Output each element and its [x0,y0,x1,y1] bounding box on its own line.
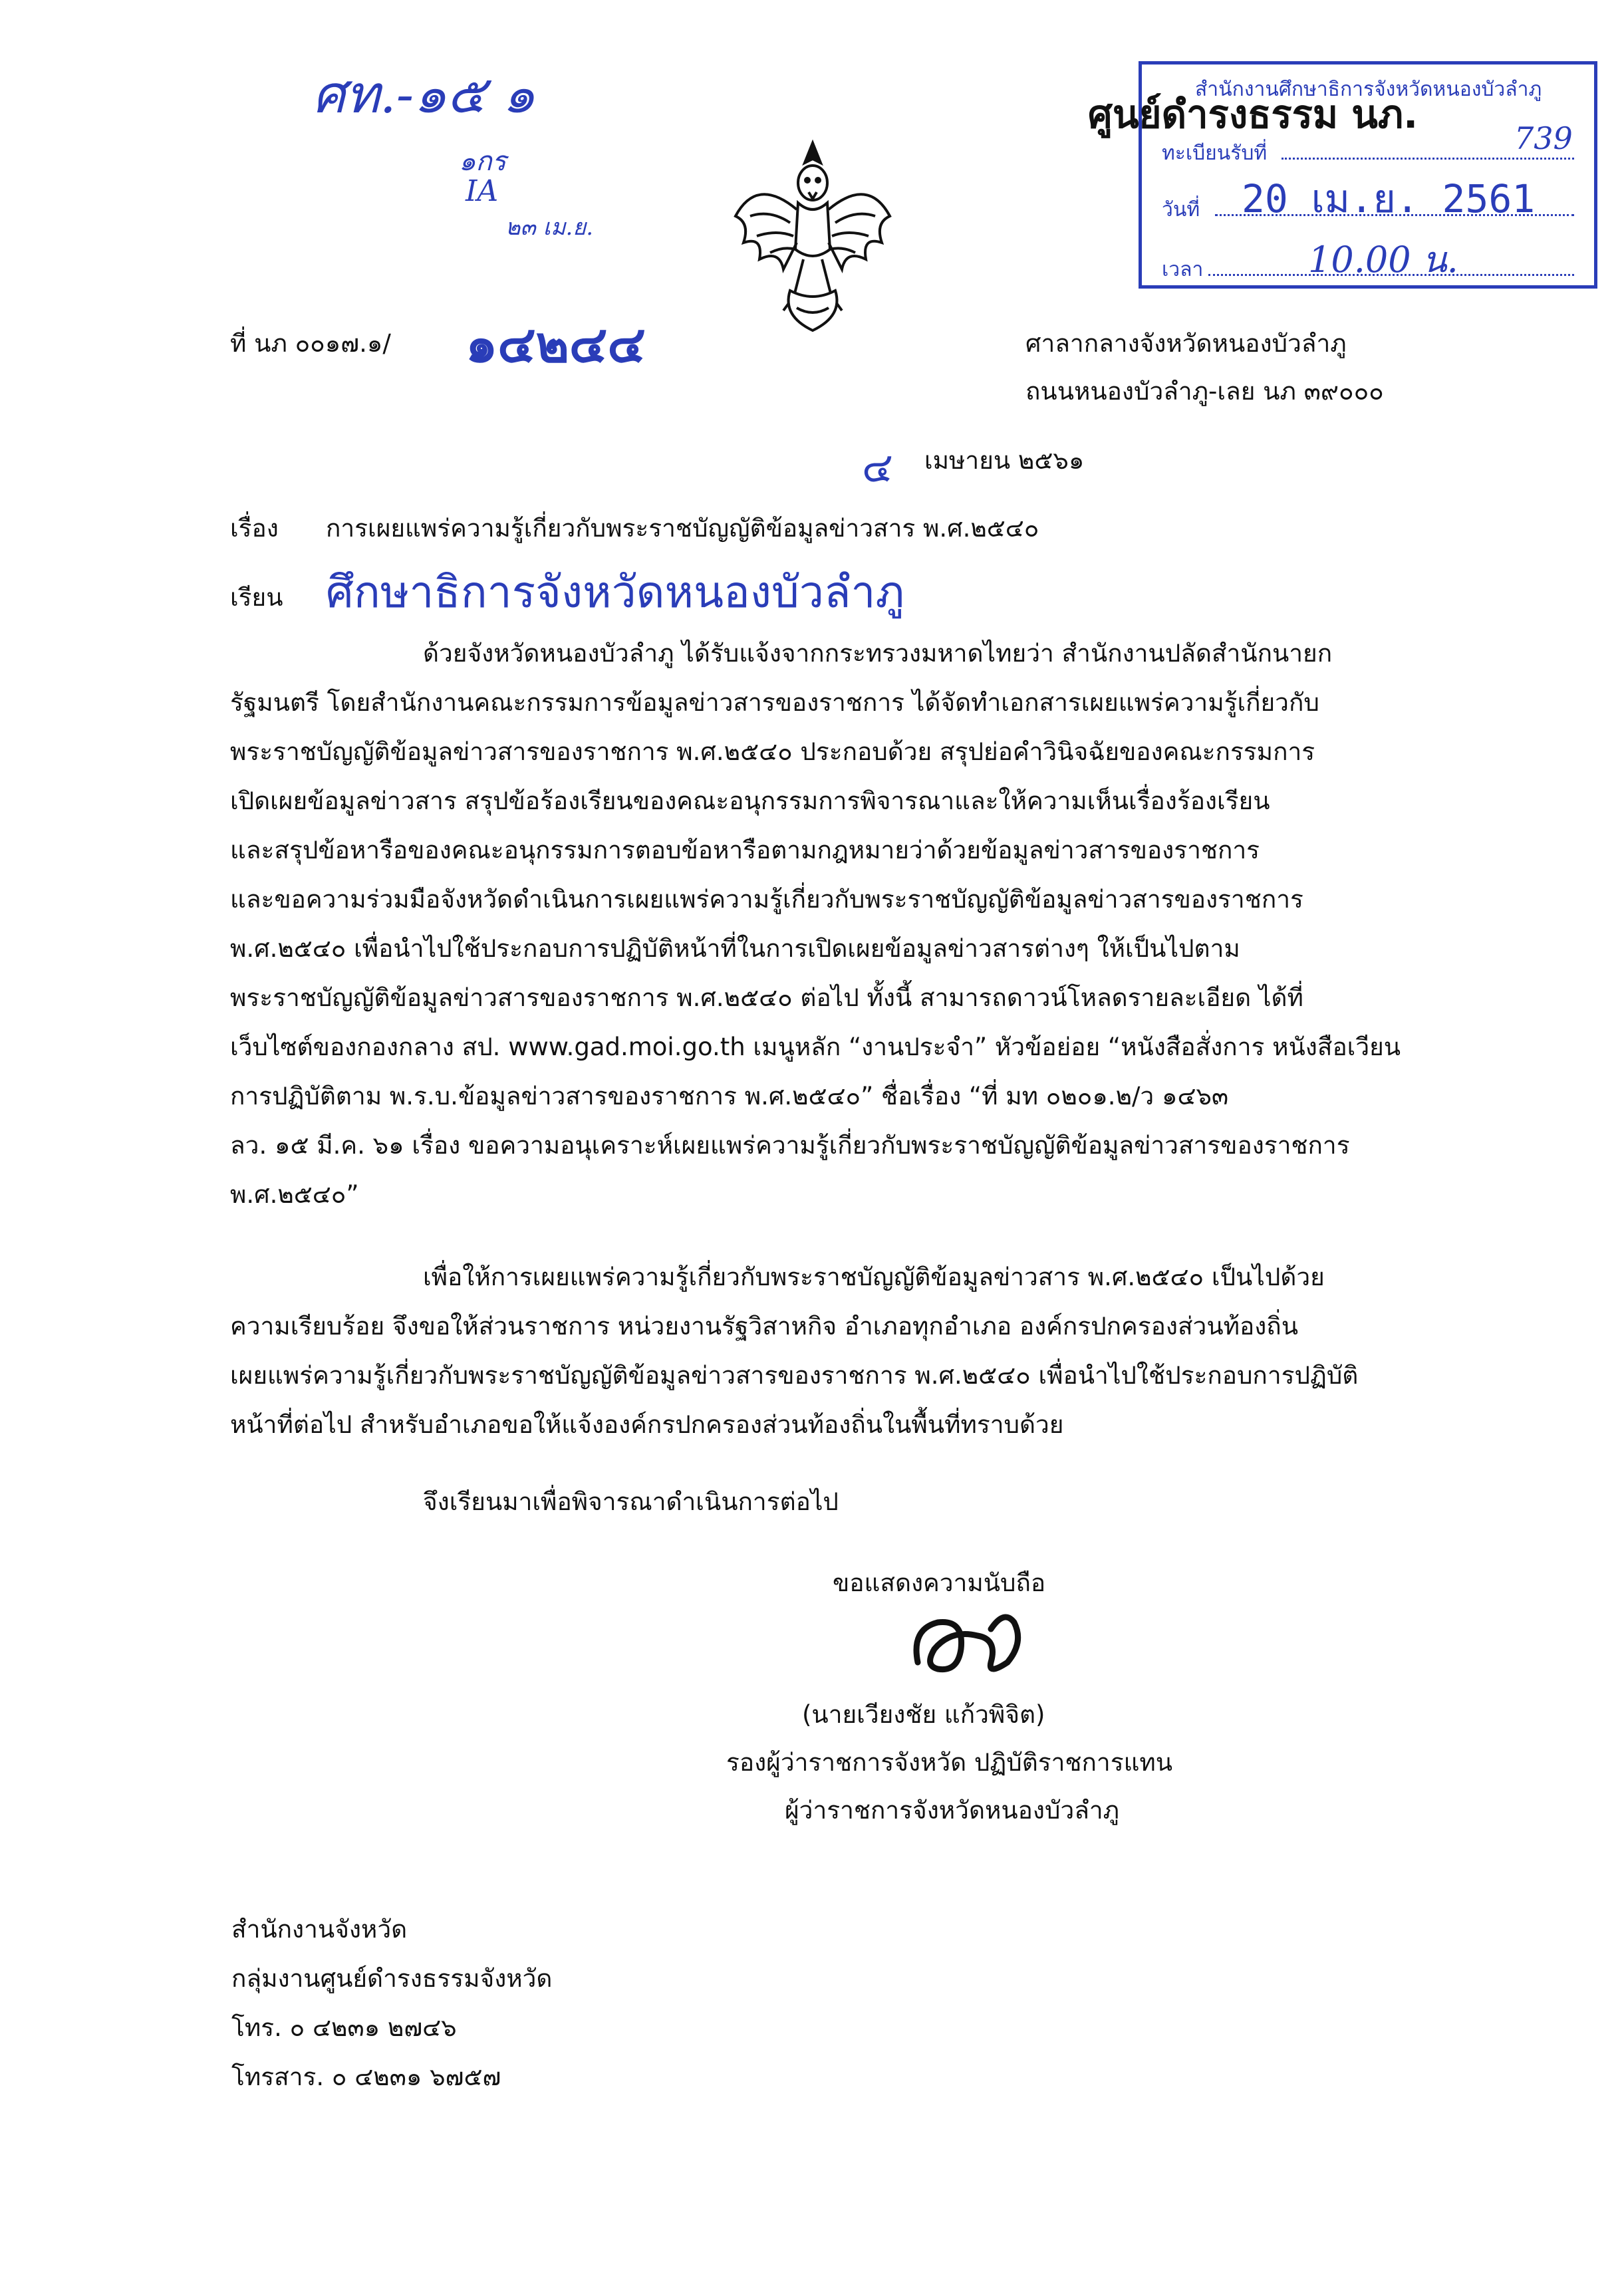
signer-name: (นายเวียงชัย แก้วพิจิต) [802,1700,1045,1729]
paragraph-1-line: เปิดเผยข้อมูลข่าวสาร สรุปข้อร้องเรียนของคณะอนุกรรมการพิจารณาและให้ความเห็นเรื่องร้องเรียน [230,787,1270,815]
handwritten-note-date: ๒๓ เม.ย. [505,214,594,241]
paragraph-2 [230,1253,1494,1450]
paragraph-1-line: เว็บไซต์ของกองกลาง สป. www.gad.moi.go.th เมนูหลัก “งานประจำ” หัวข้อย่อย “หนังสือสั่งการ หนังสือเวียน [230,1033,1401,1061]
paragraph-1-line: และสรุปข้อหารือของคณะอนุกรรมการตอบข้อหารือตามกฎหมายว่าด้วยข้อมูลข่าวสารของราชการ [230,836,1260,864]
paragraph-1-line: พระราชบัญญัติข้อมูลข่าวสารของราชการ พ.ศ.๒๕๔๐ ประกอบด้วย สรุปย่อคำวินิจฉัยของคณะกรรมการ [230,737,1315,766]
paragraph-1-line: การปฏิบัติตาม พ.ร.บ.ข้อมูลข่าวสารของราชการ พ.ศ.๒๕๔๐” ชื่อเรื่อง “ที่ มท ๐๒๐๑.๒/ว ๑๔๖๓ [230,1082,1229,1110]
handwritten-initial: IA [466,174,499,208]
closing-regards: ขอแสดงความนับถือ [833,1569,1046,1597]
paragraph-2-line: หน้าที่ต่อไป สำหรับอำเภอขอให้แจ้งองค์กรปกครองส่วนท้องถิ่นในพื้นที่ทราบด้วย [230,1410,1064,1439]
stamp-register-line [1282,158,1574,160]
handwritten-note-top: ศท.-๑๕ ๑ [313,65,535,125]
signature-icon [898,1602,1051,1689]
paragraph-1-line: รัฐมนตรี โดยสำนักงานคณะกรรมการข้อมูลข่าวสารของราชการ ได้จัดทำเอกสารเผยแพร่ความรู้เกี่ยวกับ [230,688,1319,717]
date-month-year: เมษายน ๒๕๖๑ [924,446,1085,475]
paragraph-1-line: และขอความร่วมมือจังหวัดดำเนินการเผยแพร่ความรู้เกี่ยวกับพระราชบัญญัติข้อมูลข่าวสารของราชการ [230,885,1303,914]
paragraph-1-line: ลว. ๑๕ มี.ค. ๖๑ เรื่อง ขอความอนุเคราะห์เผยแพร่ความรู้เกี่ยวกับพระราชบัญญัติข้อมูลข่าวสารของราชการ [230,1131,1350,1160]
sender-address-line1: ศาลากลางจังหวัดหนองบัวลำภู [1025,329,1347,358]
sender-address-line2: ถนนหนองบัวลำภู-เลย นภ ๓๙๐๐๐ [1025,377,1384,406]
footer-fax: โทรสาร. ๐ ๔๒๓๑ ๖๗๕๗ [231,2063,501,2091]
stamp-register-number: 739 [1514,120,1573,156]
reference-number-handwritten: ๑๔๒๔๔ [466,315,646,374]
footer-phone: โทร. ๐ ๔๒๓๑ ๒๗๔๖ [231,2013,457,2042]
stamp-date-value: 20 เม.ย. 2561 [1242,176,1536,221]
stamp-time-label: เวลา [1162,258,1204,281]
closing-request: จึงเรียนมาเพื่อพิจารณาดำเนินการต่อไป [423,1487,839,1516]
footer-division: กลุ่มงานศูนย์ดำรงธรรมจังหวัด [231,1964,553,1993]
subject-label: เรื่อง [230,514,279,543]
paragraph-2-line: เพื่อให้การเผยแพร่ความรู้เกี่ยวกับพระราชบัญญัติข้อมูลข่าวสาร พ.ศ.๒๕๔๐ เป็นไปด้วย [423,1263,1325,1291]
paragraph-1-line: พ.ศ.๒๕๔๐ เพื่อนำไปใช้ประกอบการปฏิบัติหน้าที่ในการเปิดเผยข้อมูลข่าวสารต่างๆ ให้เป็นไปตาม [230,934,1240,963]
reference-number-label: ที่ นภ ๐๐๑๗.๑/ [230,329,391,358]
handwritten-routing-note: ๑กร [459,146,507,177]
paragraph-2-line: ความเรียบร้อย จึงขอให้ส่วนราชการ หน่วยงานรัฐวิสาหกิจ อำเภอทุกอำเภอ องค์กรปกครองส่วนท้องถิ่น [230,1312,1298,1340]
paragraph-2-line: เผยแพร่ความรู้เกี่ยวกับพระราชบัญญัติข้อมูลข่าวสารของราชการ พ.ศ.๒๕๔๐ เพื่อนำไปใช้ประกอบการปฏิบัติ [230,1361,1359,1390]
signer-title-2: ผู้ว่าราชการจังหวัดหนองบัวลำภู [785,1796,1120,1825]
stamp-agency: สำนักงานศึกษาธิการจังหวัดหนองบัวลำภู [1195,78,1542,101]
paragraph-1 [230,629,1494,1219]
to-label: เรียน [230,583,283,612]
stamp-time-value: 10.00 น. [1308,239,1458,281]
paragraph-1-line: ด้วยจังหวัดหนองบัวลำภู ได้รับแจ้งจากกระทรวงมหาดไทยว่า สำนักงานปลัดสำนักนายก [423,639,1333,668]
to-handwritten: ศึกษาธิการจังหวัดหนองบัวลำภู [326,567,904,618]
garuda-emblem-icon [730,136,895,336]
paragraph-1-line: พระราชบัญญัติข้อมูลข่าวสารของราชการ พ.ศ.๒๕๔๐ ต่อไป ทั้งนี้ สามารถดาวน์โหลดรายละเอียด ได้ที่ [230,983,1303,1012]
footer-office: สำนักงานจังหวัด [231,1915,408,1944]
date-day-handwritten: ๔ [862,443,893,491]
subject-text: การเผยแพร่ความรู้เกี่ยวกับพระราชบัญญัติข้อมูลข่าวสาร พ.ศ.๒๕๔๐ [326,514,1039,543]
signer-title-1: รองผู้ว่าราชการจังหวัด ปฏิบัติราชการแทน [726,1748,1173,1777]
stamp-register-label: ทะเบียนรับที่ [1162,142,1268,165]
stamp-date-label: วันที่ [1162,198,1200,221]
paragraph-1-line: พ.ศ.๒๕๔๐” [230,1180,359,1209]
received-stamp-title: ศูนย์ดำรงธรรม นภ. [1088,92,1419,137]
